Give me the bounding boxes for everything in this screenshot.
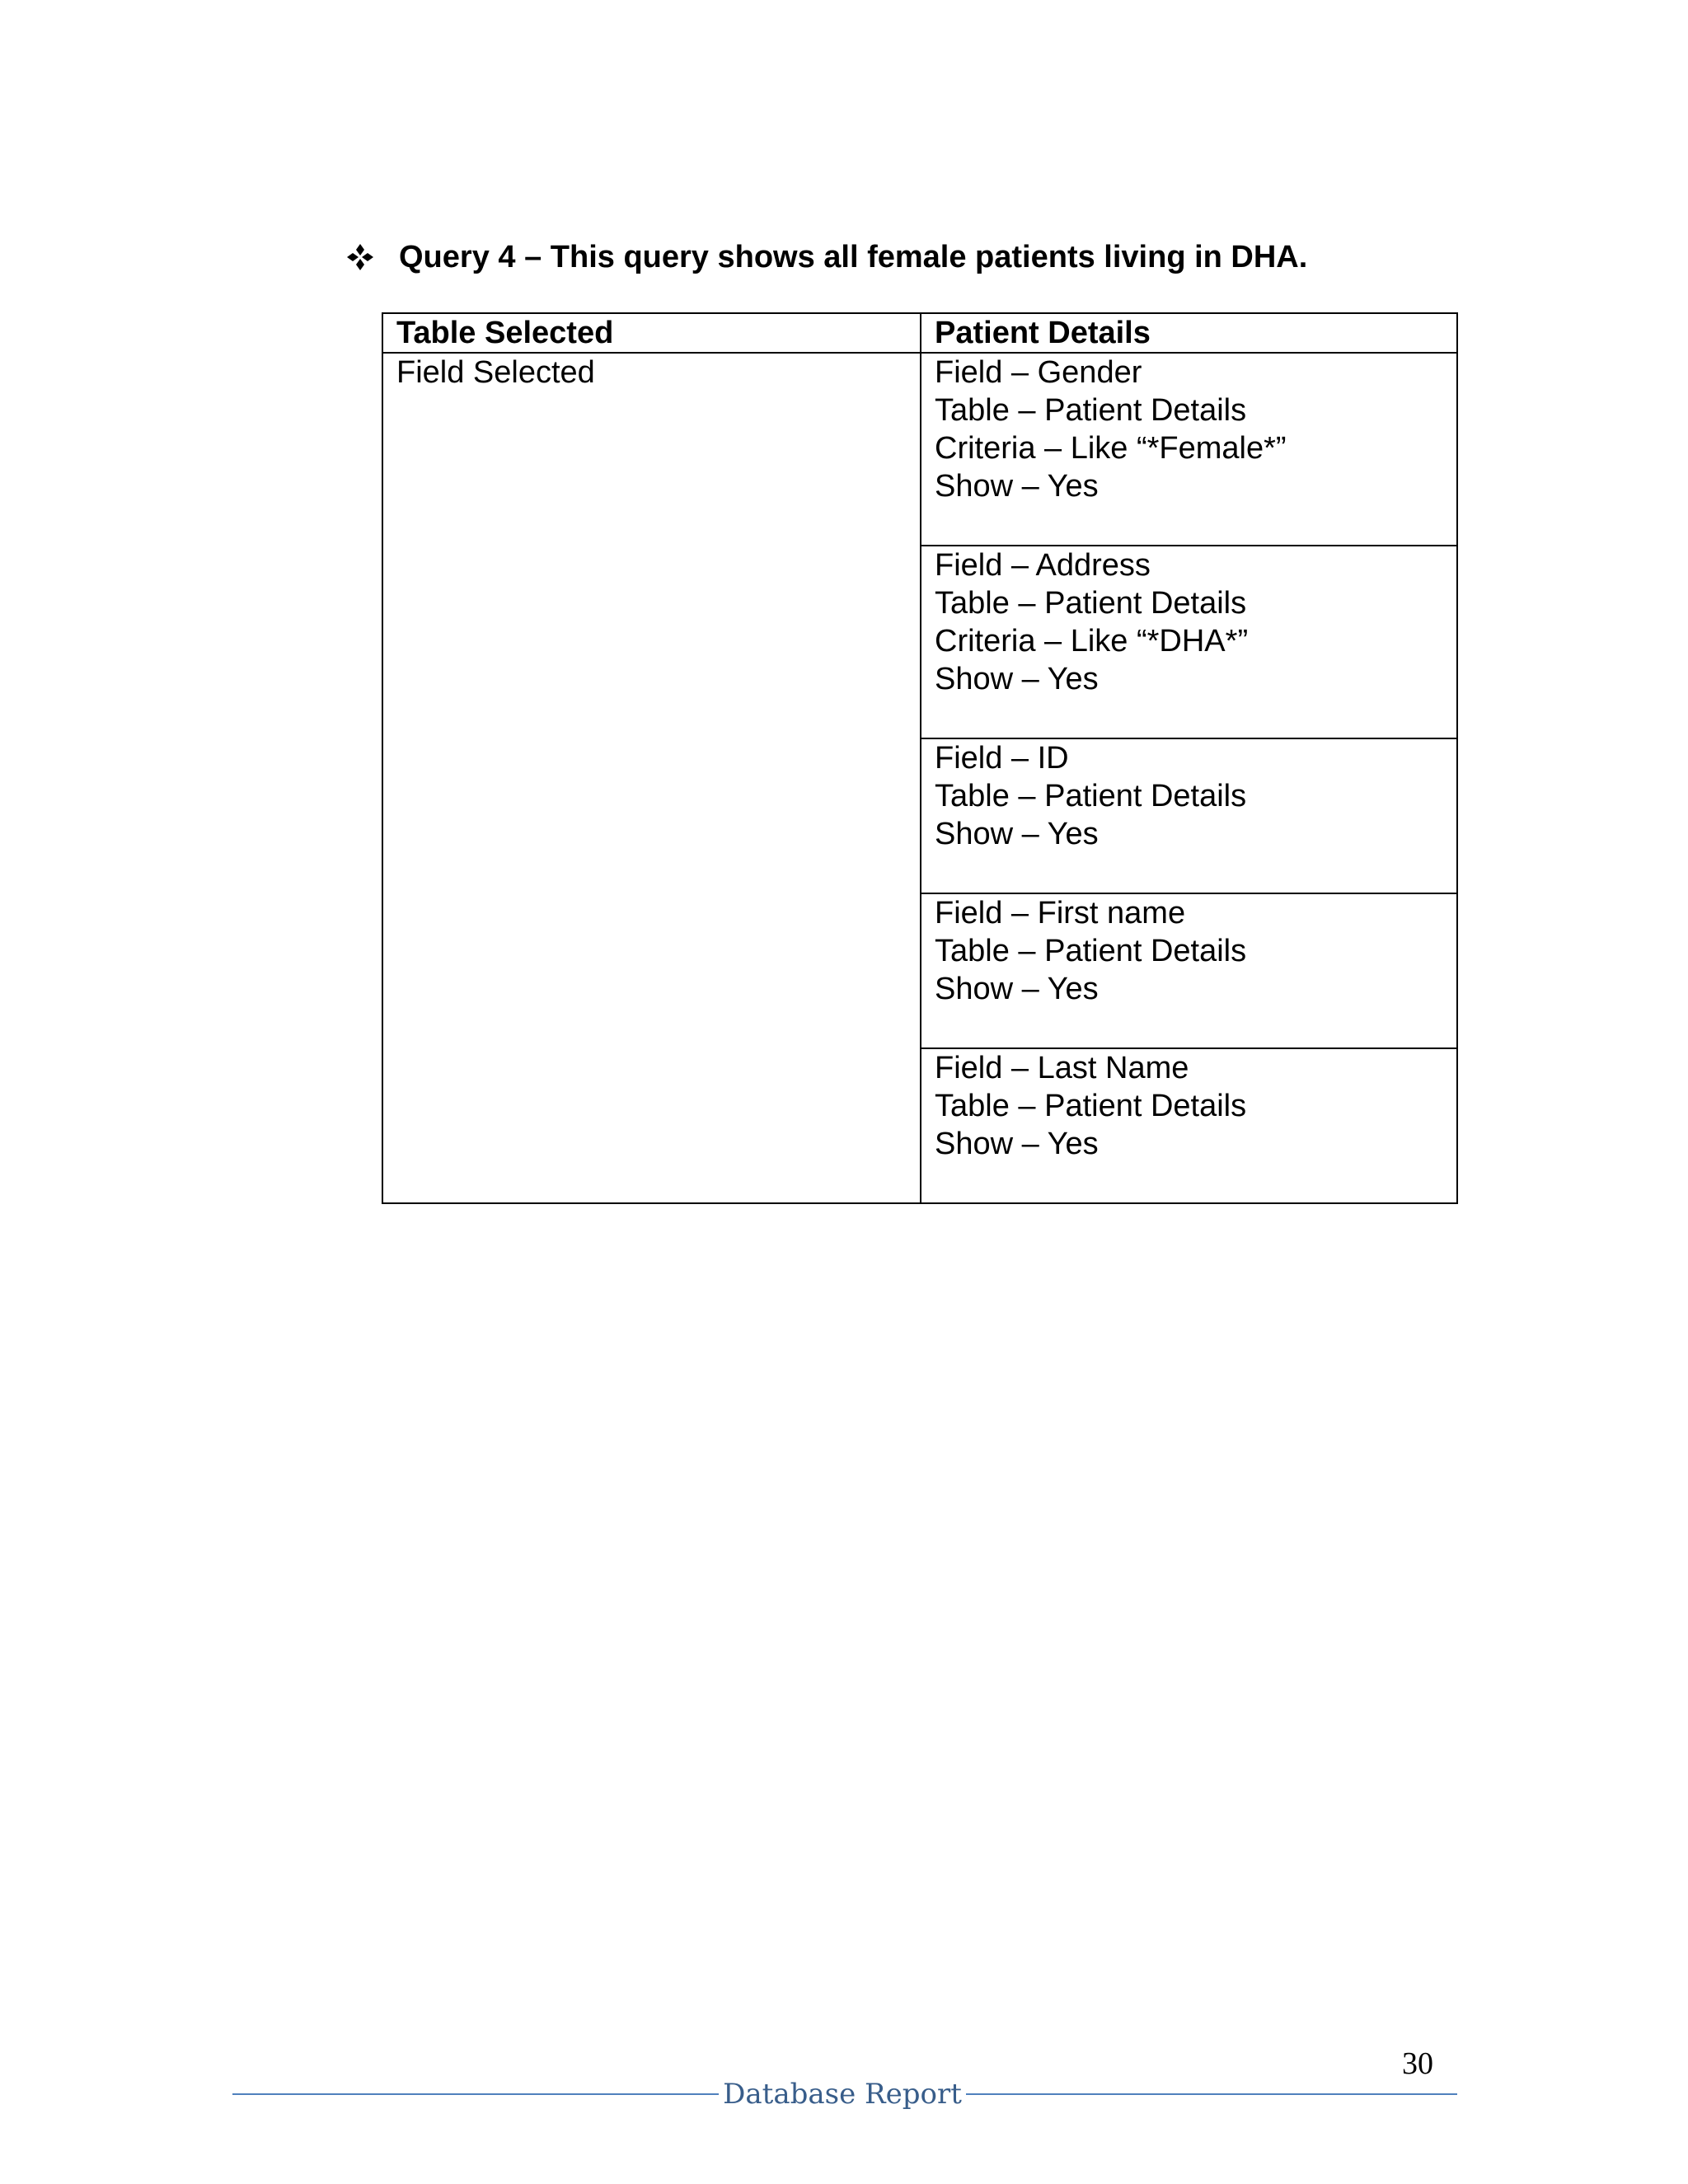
table-line: Table – Patient Details [935,1089,1247,1123]
table-line: Table – Patient Details [935,586,1247,621]
criteria-line: Criteria – Like “*Female*” [935,431,1287,466]
table-row [382,353,1457,546]
four-diamond-bullet-icon [346,243,374,271]
field-first-name-cell [921,893,1457,1048]
footer-title: Database Report [723,2078,962,2111]
criteria-line: Criteria – Like “*DHA*” [935,624,1249,658]
table-line: Table – Patient Details [935,779,1247,813]
query-design-table [382,312,1458,1204]
field-line: Field – Last Name [935,1051,1189,1085]
query-heading-text: Query 4 – This query shows all female patients living in DHA. [399,239,1308,274]
show-line: Show – Yes [935,662,1099,696]
show-line: Show – Yes [935,817,1099,851]
field-last-name-cell [921,1048,1457,1203]
field-line: Field – ID [935,741,1069,776]
table-line: Table – Patient Details [935,393,1247,428]
query-heading [346,232,1500,282]
field-line: Field – Gender [935,355,1142,390]
table-header-row [382,313,1457,353]
footer-rule-right [966,2093,1457,2095]
field-line: Field – First name [935,896,1186,930]
footer-rule-left [232,2093,719,2095]
page-footer [232,2074,1457,2115]
field-id-cell [921,738,1457,893]
show-line: Show – Yes [935,469,1099,504]
page-number: 30 [1402,2046,1433,2081]
field-gender-cell [921,353,1457,546]
show-line: Show – Yes [935,1127,1099,1161]
show-line: Show – Yes [935,972,1099,1006]
table-line: Table – Patient Details [935,934,1247,968]
field-selected-label: Field Selected [382,353,921,1203]
header-patient-details: Patient Details [921,313,1457,353]
header-table-selected: Table Selected [382,313,921,353]
field-line: Field – Address [935,548,1151,583]
field-address-cell [921,546,1457,738]
